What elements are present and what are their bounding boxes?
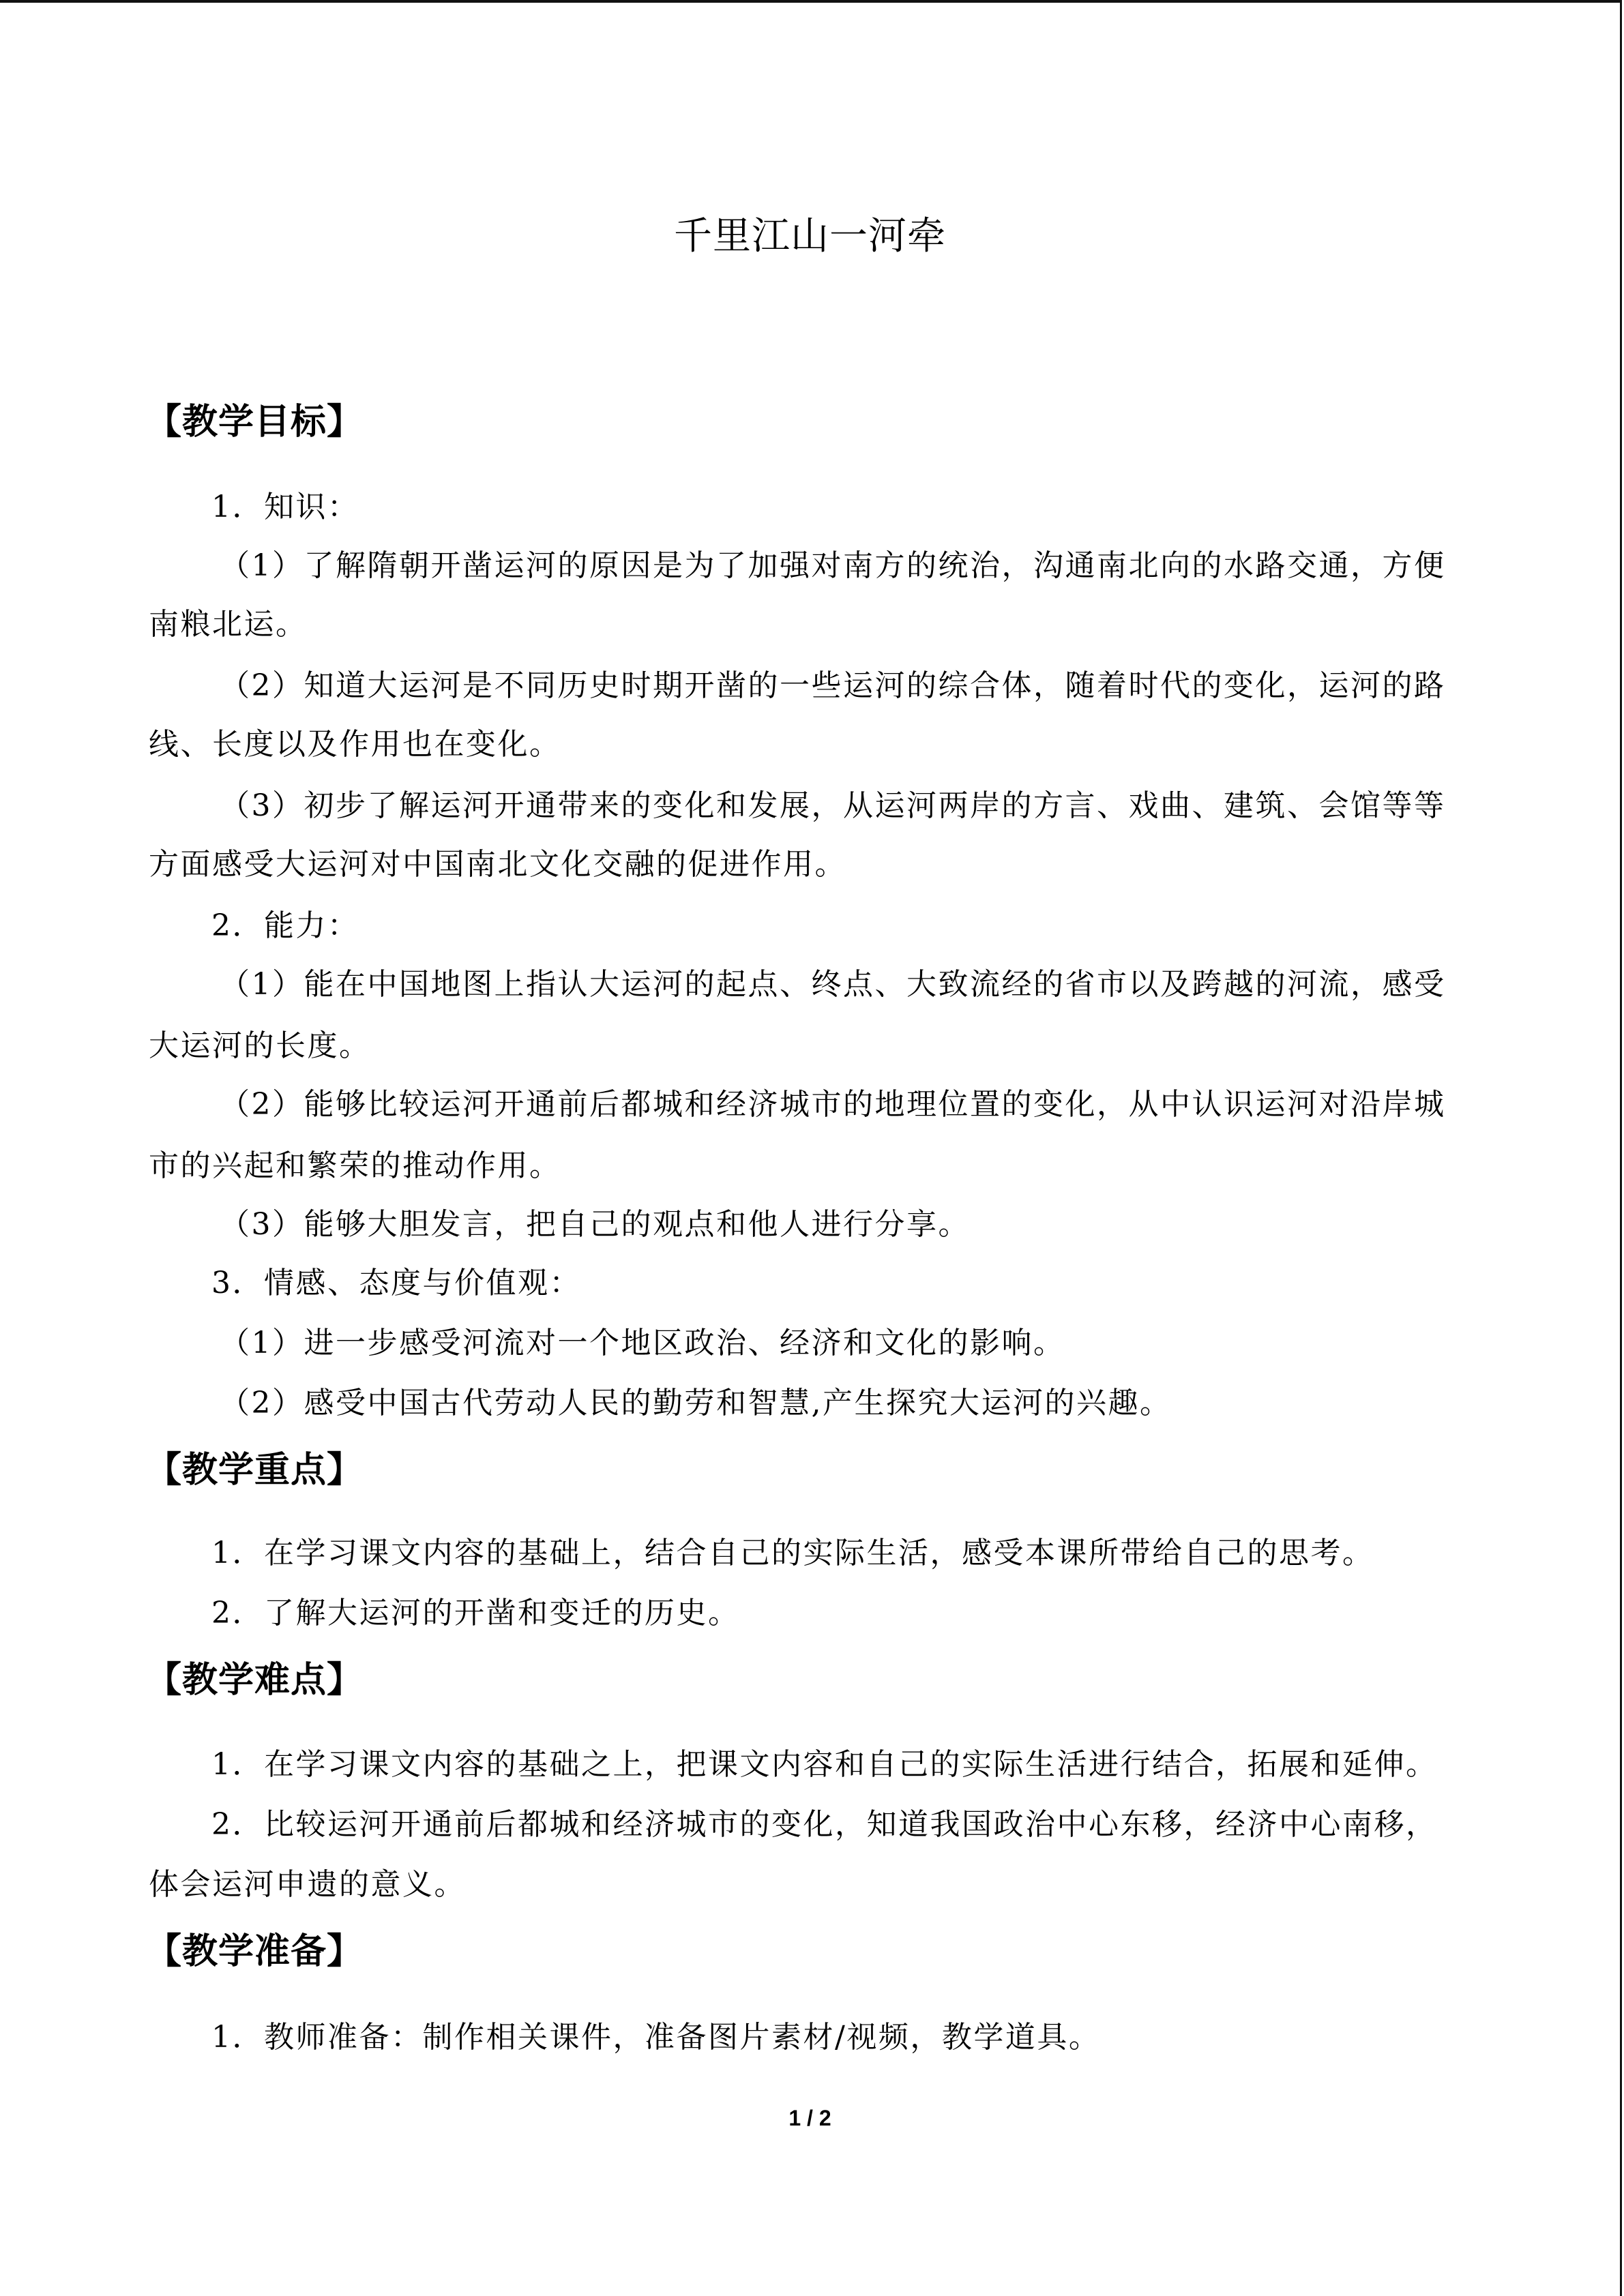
difficulty-line: 2．比较运河开通前后都城和经济城市的变化，知道我国政治中心东移，经济中心南移，: [211, 1807, 1438, 1842]
objective-line: 线、长度以及作用也在变化。: [149, 727, 561, 762]
objective-line: （1）了解隋朝开凿运河的原因是为了加强对南方的统治，沟通南北向的水路交通，方便: [220, 548, 1446, 583]
objective-knowledge-label: 1．知识：: [211, 490, 359, 524]
objective-line: （2）能够比较运河开通前后都城和经济城市的地理位置的变化，从中认识运河对沿岸城: [220, 1087, 1446, 1122]
key-point-line: 2．了解大运河的开凿和变迁的历史。: [211, 1596, 740, 1630]
document-title: 千里江山一河牵: [674, 214, 946, 258]
objective-line: 方面感受大运河对中国南北文化交融的促进作用。: [149, 847, 846, 882]
objective-ability-label: 2．能力：: [211, 908, 359, 943]
section-heading-objectives: 【教学目标】: [146, 402, 364, 443]
objective-line: 南粮北运。: [149, 607, 308, 642]
section-heading-difficulties: 【教学难点】: [146, 1660, 364, 1701]
objective-line: （3）初步了解运河开通带来的变化和发展，从运河两岸的方言、戏曲、建筑、会馆等等: [220, 788, 1446, 823]
objective-line: （1）能在中国地图上指认大运河的起点、终点、大致流经的省市以及跨越的河流，感受: [220, 967, 1446, 1002]
page-number: 1 / 2: [788, 2106, 831, 2130]
section-heading-preparation: 【教学准备】: [146, 1931, 364, 1972]
difficulty-line: 体会运河申遗的意义。: [149, 1867, 466, 1902]
preparation-line: 1．教师准备：制作相关课件，准备图片素材/视频，教学道具。: [211, 2020, 1101, 2055]
objective-line: （1）进一步感受河流对一个地区政治、经济和文化的影响。: [220, 1326, 1065, 1360]
objective-line: 市的兴起和繁荣的推动作用。: [149, 1148, 561, 1183]
difficulty-line: 1．在学习课文内容的基础之上，把课文内容和自己的实际生活进行结合，拓展和延伸。: [211, 1747, 1438, 1782]
objective-values-label: 3．情感、态度与价值观：: [211, 1266, 581, 1300]
objective-line: 大运河的长度。: [149, 1028, 371, 1063]
objective-line: （2）感受中国古代劳动人民的勤劳和智慧,产生探究大运河的兴趣。: [220, 1386, 1172, 1420]
key-point-line: 1．在学习课文内容的基础上，结合自己的实际生活，感受本课所带给自己的思考。: [211, 1536, 1374, 1570]
objective-line: （2）知道大运河是不同历史时期开凿的一些运河的综合体，随着时代的变化，运河的路: [220, 668, 1446, 703]
objective-line: （3）能够大胆发言，把自己的观点和他人进行分享。: [220, 1207, 970, 1242]
section-heading-key-points: 【教学重点】: [146, 1450, 364, 1491]
